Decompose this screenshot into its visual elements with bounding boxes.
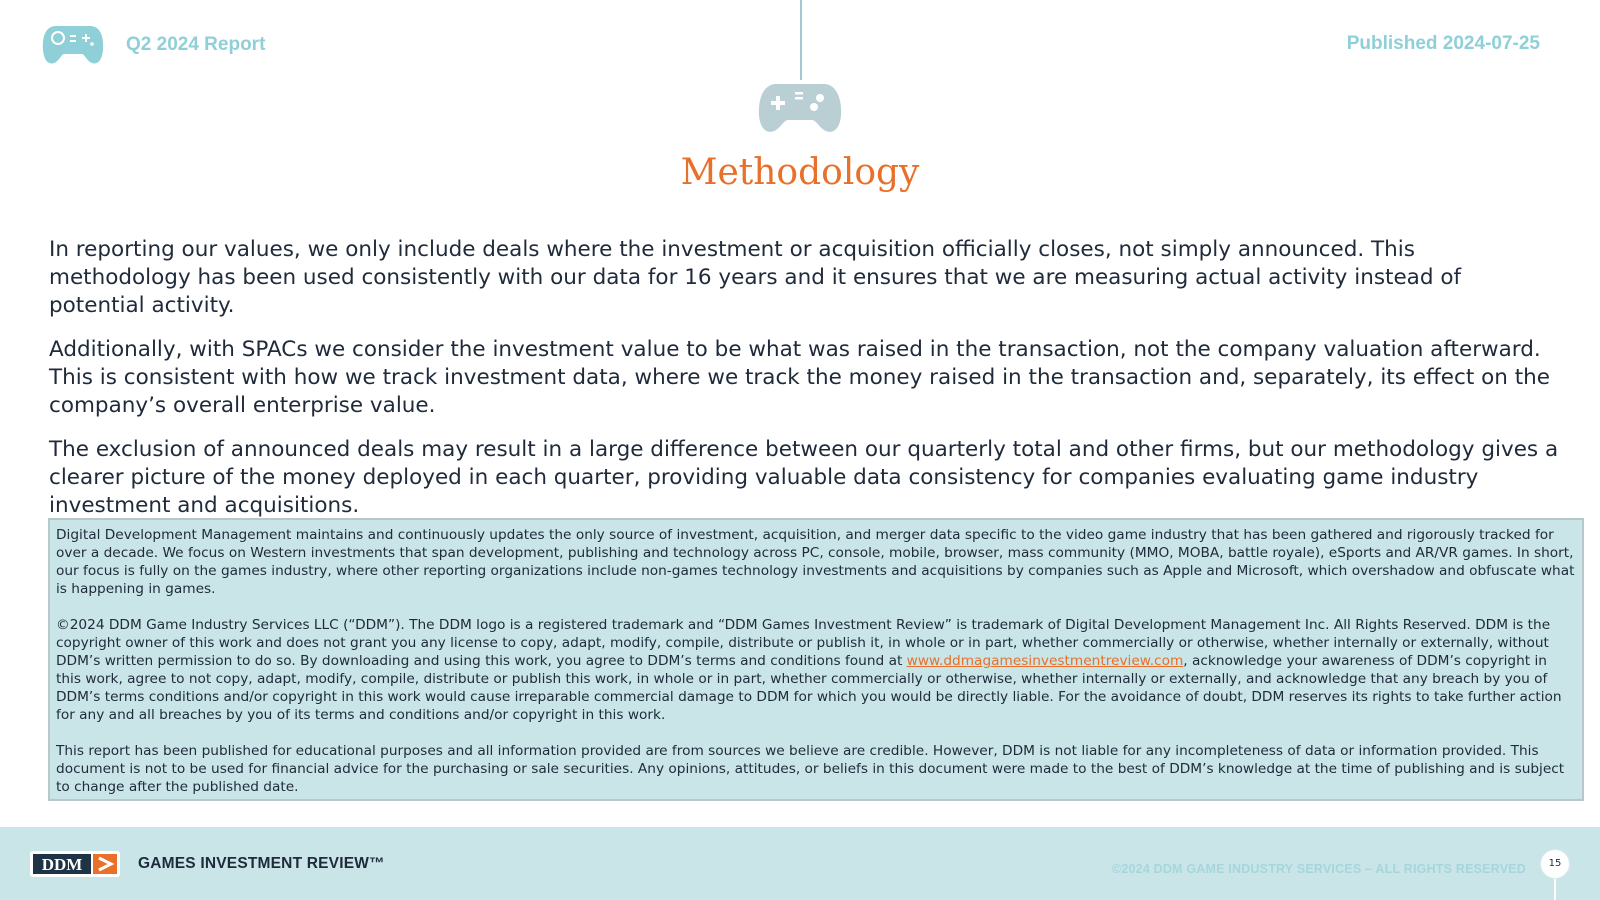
disclaimer-paragraph xyxy=(56,616,1576,724)
methodology-body xyxy=(49,236,1559,536)
disclaimer-text: , acknowledge your awareness of DDM’s copyright in this work, agree to not copy, adapt, modify, compile, distribute or publish this work, in whole or in part, whether commercially or otherwise, whether internally or externally, and acknowledge that any breach by you of DDM’s terms conditions and/or copyright in this work would cause irreparable commercial damage to DDM for which you would be directly liable. For the avoidance of doubt, DDM reserves its rights to take further action for any and all breaches by you of its terms and conditions and/or copyright in this work. xyxy=(56,653,1562,723)
svg-text:DDM: DDM xyxy=(41,855,83,874)
disclaimer-paragraph: Digital Development Management maintains and continuously updates the only source of investment, acquisition, and merger data specific to the video game industry that has been gathered and rigorously tracked for over a decade. We focus on Western investments that span development, publishing and technology across PC, console, mobile, browser, mass community (MMO, MOBA, battle royale), eSports and AR/VR games. In short, our focus is fully on the games industry, where other reporting organizations include non-games technology investments and acquisitions by companies such as Apple and Microsoft, which overshadow and obfuscate what is happening in games. xyxy=(56,527,1575,597)
page-title: Methodology xyxy=(680,152,920,193)
header-left xyxy=(42,24,265,66)
disclaimer-text: ©2024 DDM Game Industry Services LLC (“DDM”). The DDM logo is a registered trademark and “DDM Games Investment Review” is trademark of Digital Development Management Inc. All Rights Reserved. DDM is the copyright owner of this work and does not grant you any license to copy, adapt, modify, compile, distribute or publish it, in whole or in part, whether commercially or otherwise, whether internally or externally, without DDM’s written permission to do so. By downloading and using this work, you agree to DDM’s terms and conditions found at xyxy=(56,617,1551,669)
footer-brand: GAMES INVESTMENT REVIEW™ xyxy=(138,855,385,872)
top-divider-line xyxy=(800,0,802,80)
page-number: 15 xyxy=(1540,849,1570,879)
paragraph: Additionally, with SPACs we consider the investment value to be what was raised in the transaction, not the company valuation afterward. This is consistent with how we track investment data, where we track the money raised in the transaction and, separately, its effect on the company’s overall enterprise value. xyxy=(49,337,1551,418)
disclaimer-box xyxy=(48,518,1584,801)
paragraph: In reporting our values, we only include deals where the investment or acquisition officially closes, not simply announced. This methodology has been used consistently with our data for 16 years and it ensures that we are measuring actual activity instead of potential activity. xyxy=(49,237,1462,318)
terms-link[interactable]: www.ddmagamesinvestmentreview.com xyxy=(906,653,1184,669)
footer xyxy=(0,827,1600,900)
disclaimer-paragraph: This report has been published for educational purposes and all information provided are from sources we believe are credible. However, DDM is not liable for any incompleteness of data or information provided. This document is not to be used for financial advice for the purchasing or sale securities. Any opinions, attitudes, or beliefs in this document were made to the best of DDM’s knowledge at the time of publishing and is subject to change after the published date. xyxy=(56,743,1565,795)
page-number-line xyxy=(1554,879,1556,900)
gamepad-icon xyxy=(42,24,104,66)
ddm-logo xyxy=(30,851,120,877)
paragraph: The exclusion of announced deals may result in a large difference between our quarterly total and other firms, but our methodology gives a clearer picture of the money deployed in each quarter, providing valuable data consistency for companies evaluating game industry investment and acquisitions. xyxy=(49,437,1559,518)
footer-copyright: ©2024 DDM GAME INDUSTRY SERVICES – ALL RIGHTS RESERVED xyxy=(1111,862,1526,876)
report-label: Q2 2024 Report xyxy=(126,34,266,55)
gamepad-icon xyxy=(758,82,842,135)
published-date: Published 2024-07-25 xyxy=(1346,33,1540,54)
